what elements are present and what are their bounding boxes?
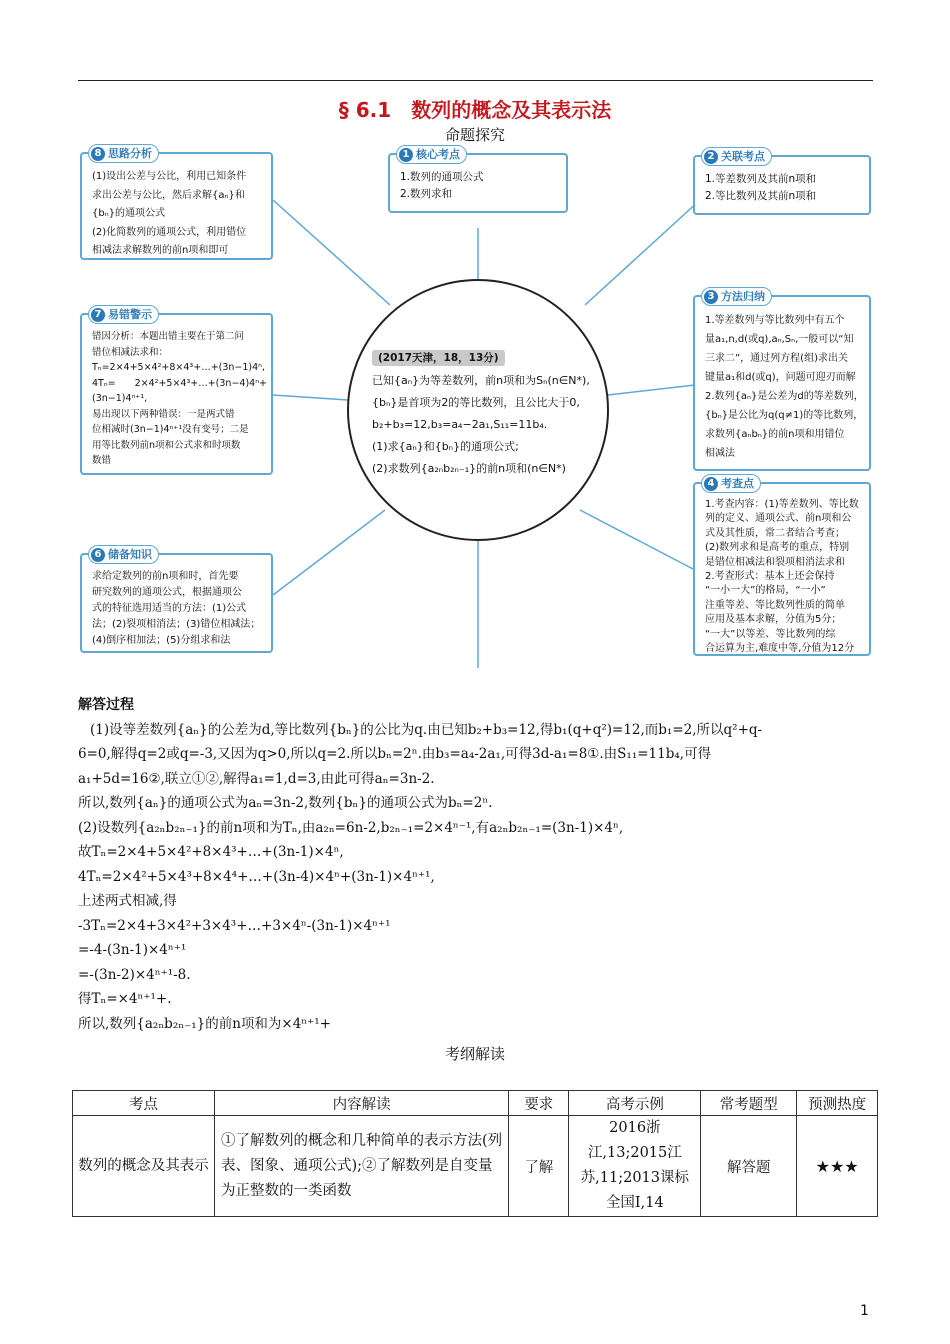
box-thinking-analysis: 8 思路分析 (1)设出公差与公比，利用已知条件 求出公差与公比，然后求解{aₙ}和 {bₙ}的通项公式 (2)化简数列的通项公式，利用错位 相减法求解数列的前n项和即可 [80, 152, 273, 260]
solution-line: 得Tₙ=×4ⁿ⁺¹+. [78, 991, 172, 1007]
box-tag: 7 易错警示 [88, 305, 159, 324]
page-title: § 6.1 数列的概念及其表示法 [338, 98, 612, 122]
box-mistake-warning: 7 易错警示 错因分析：本题出错主要在于第二问 错位相减法求和： Tₙ=2×4+5×4²+8×4³+…+(3n−1)4ⁿ, 4Tₙ= 2×4²+5×4³+…+(3n−4)4ⁿ+ (3n−1)4ⁿ⁺¹, 易出现以下两种错误：一是两式错 位相减时(3n−1)4ⁿ⁺¹没有变号；二是 用等比数列前n项和公式求和时项数 数错 [80, 313, 273, 475]
table-header: 常考题型 [701, 1091, 797, 1116]
cell-examples: 2016浙江,13;2015江苏,11;2013课标全国Ⅰ,14 [569, 1116, 701, 1217]
table-header: 预测热度 [797, 1091, 878, 1116]
cell-requirement: 了解 [509, 1116, 569, 1217]
table-header: 高考示例 [569, 1091, 701, 1116]
solution-line: 所以,数列{aₙ}的通项公式为aₙ=3n-2,数列{bₙ}的通项公式为bₙ=2ⁿ. [78, 795, 493, 811]
box-tag: 1 核心考点 [396, 145, 467, 164]
solution-line: 6=0,解得q=2或q=-3,又因为q>0,所以q=2.所以bₙ=2ⁿ.由b₃=a₄-2a₁,可得3d-a₁=8①.由S₁₁=11b₄,可得 [78, 746, 712, 762]
cell-question-type: 解答题 [701, 1116, 797, 1217]
box-exam-points: 4 考查点 1.考查内容：(1)等差数列、等比数 列的定义、通项公式、前n项和公 式及其性质，常二者结合考查； (2)数列求和是高考的重点，特别 是错位相减法和裂项相消法求和 2.考查形式：基本上还会保持 “一小一大”的格局，“一小” 注重等差、等比数列性质的简单 应用及基本求解，分值为5分； “一大”以等差、等比数列的综 合运算为主,难度中等,分值为12分 [693, 482, 871, 656]
section-subtitle: 命题探究 [444, 126, 505, 144]
cell-heat-stars: ★★★ [797, 1116, 878, 1217]
outline-table [72, 1090, 878, 1217]
outline-heading: 考纲解读 [444, 1045, 505, 1063]
solution-line: =-4-(3n-1)×4ⁿ⁺¹ [78, 942, 187, 958]
question-line: 已知{aₙ}为等差数列，前n项和为Sₙ(n∈N*), [372, 374, 590, 387]
solution-line: 4Tₙ=2×4²+5×4³+8×4⁴+…+(3n-4)×4ⁿ+(3n-1)×4ⁿ⁺¹, [78, 868, 435, 885]
solution-line: 故Tₙ=2×4+5×4²+8×4³+…+(3n-1)×4ⁿ, [78, 844, 344, 860]
table-header-row [73, 1091, 878, 1116]
box-tag: 8 思路分析 [88, 144, 159, 163]
table-row [73, 1116, 878, 1217]
box-tag: 4 考查点 [701, 474, 761, 493]
solution-line: 上述两式相减,得 [78, 893, 177, 909]
solution-heading: 解答过程 [78, 697, 134, 713]
question-line: {bₙ}是首项为2的等比数列，且公比大于0, [372, 396, 580, 409]
solution-line: -3Tₙ=2×4+3×4²+3×4³+…+3×4ⁿ-(3n-1)×4ⁿ⁺¹ [78, 917, 391, 934]
center-question [372, 347, 602, 480]
solution-line: (2)设数列{a₂ₙb₂ₙ₋₁}的前n项和为Tₙ,由a₂ₙ=6n-2,b₂ₙ₋₁=2×4ⁿ⁻¹,有a₂ₙb₂ₙ₋₁=(3n-1)×4ⁿ, [78, 819, 624, 836]
solution-line: (1)设等差数列{aₙ}的公差为d,等比数列{bₙ}的公比为q.由已知b₂+b₃=12,得b₁(q+q²)=12,而b₁=2,所以q²+q- [90, 721, 763, 738]
question-line: (2)求数列{a₂ₙb₂ₙ₋₁}的前n项和(n∈N*) [372, 462, 566, 475]
box-method-summary: 3 方法归纳 1.等差数列与等比数列中有五个 量a₁,n,d(或q),aₙ,Sₙ,一般可以“知 三求二”，通过列方程(组)求出关 键量a₁和d(或q)，问题可迎刃而解 2.数列{aₙ}是公差为d的等差数列， {bₙ}是公比为q(q≠1)的等比数列， 求数列{aₙbₙ}的前n项和用错位 相减法 [693, 295, 871, 471]
solution-line: =-(3n-2)×4ⁿ⁺¹-8. [78, 966, 191, 983]
solution-line: a₁+5d=16②,联立①②,解得a₁=1,d=3,由此可得aₙ=3n-2. [78, 770, 435, 787]
cell-topic: 数列的概念及其表示 [73, 1116, 215, 1217]
question-line: (1)求{aₙ}和{bₙ}的通项公式; [372, 440, 519, 453]
table-header: 要求 [509, 1091, 569, 1116]
cell-content: ①了解数列的概念和几种简单的表示方法(列表、图象、通项公式);②了解数列是自变量为正整数的一类函数 [214, 1116, 508, 1217]
box-reserve-knowledge: 6 储备知识 求给定数列的前n项和时，首先要 研究数列的通项公式，根据通项公 式的特征选用适当的方法：(1)公式 法；(2)裂项相消法；(3)错位相减法； (4)倒序相加法；(5)分组求和法 [80, 553, 273, 653]
box-core-points: 1 核心考点 1.数列的通项公式 2.数列求和 [388, 153, 568, 213]
box-tag: 6 储备知识 [88, 545, 159, 564]
box-tag: 2 关联考点 [701, 147, 772, 166]
solution-line: 所以,数列{a₂ₙb₂ₙ₋₁}的前n项和为×4ⁿ⁺¹+ [78, 1015, 331, 1032]
page-number: 1 [860, 1303, 869, 1319]
table-header: 内容解读 [214, 1091, 508, 1116]
question-line: b₂+b₃=12,b₃=a₄−2a₁,S₁₁=11b₄. [372, 418, 548, 431]
question-source: (2017天津，18，13分) [372, 350, 505, 366]
solution-section [78, 693, 873, 1036]
box-tag: 3 方法归纳 [701, 287, 772, 306]
table-header: 考点 [73, 1091, 215, 1116]
box-related-points: 2 关联考点 1.等差数列及其前n项和 2.等比数列及其前n项和 [693, 155, 871, 215]
